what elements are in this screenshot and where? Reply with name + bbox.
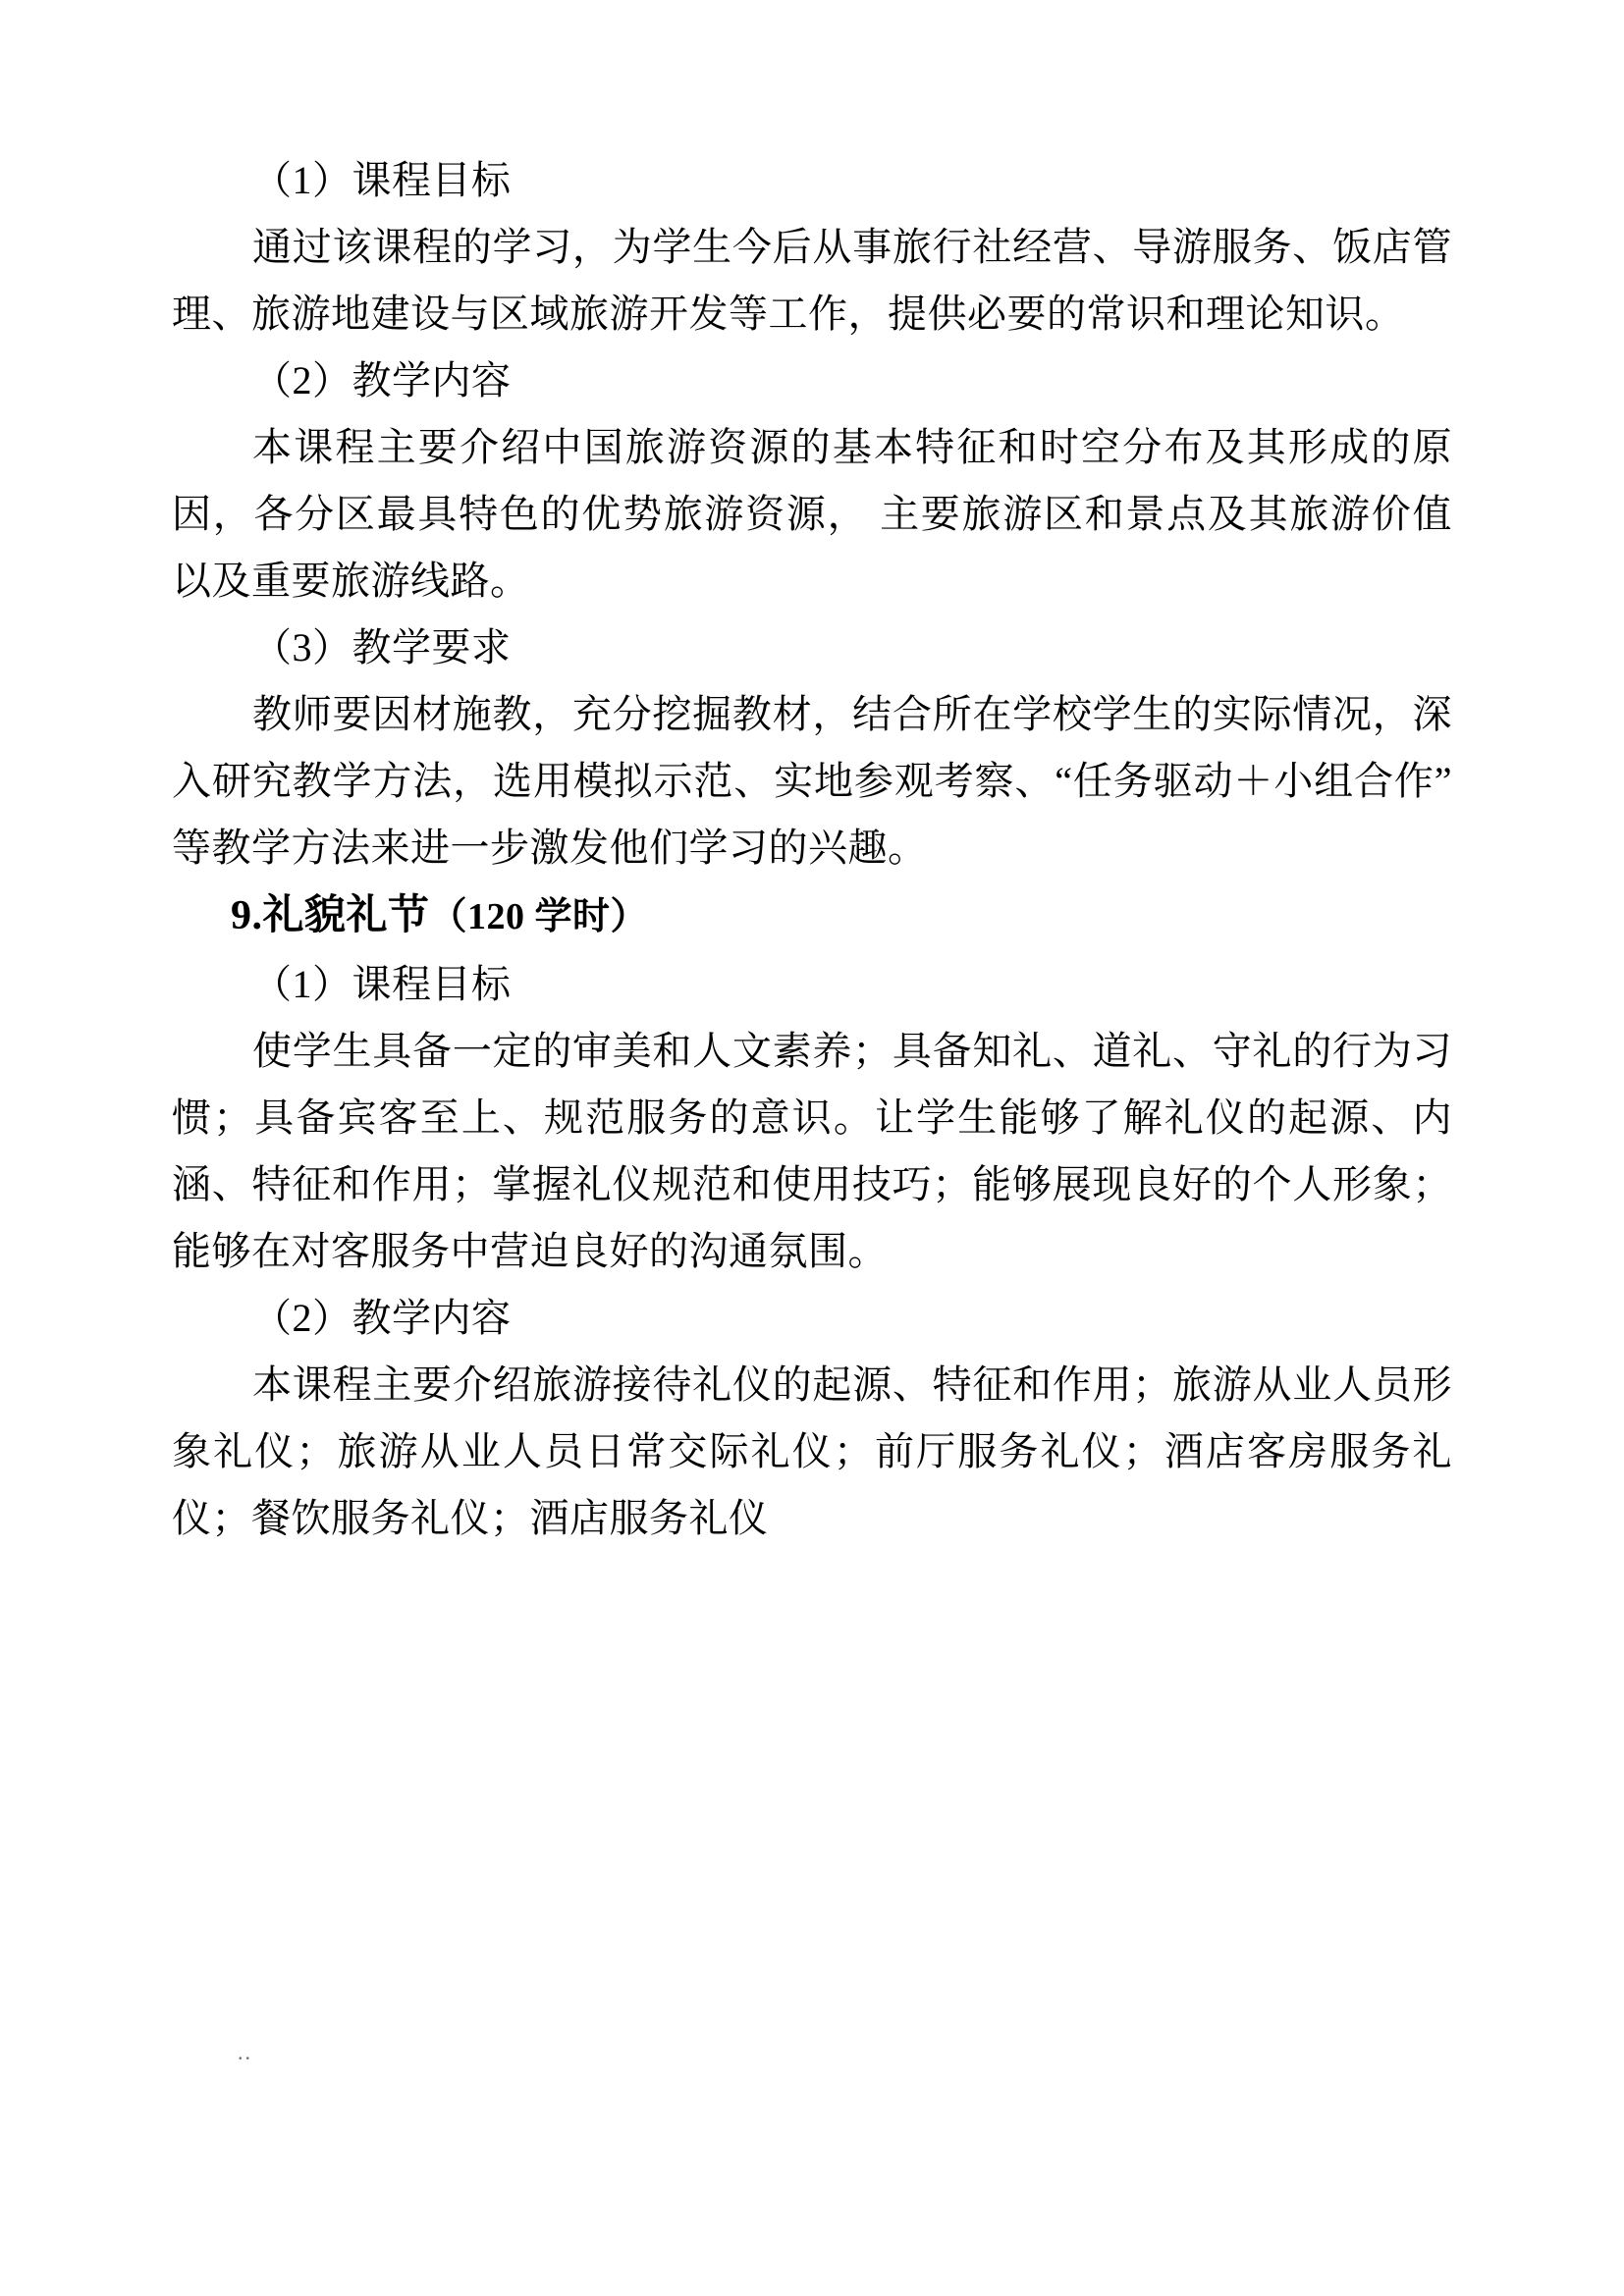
section-label-teaching-content-2: （2）教学内容: [252, 1296, 512, 1341]
page-footer-mark: ..: [238, 2040, 252, 2064]
paragraph-course-objective-1: 通过该课程的学习，为学生今后从事旅行社经营、导游服务、饭店管理、旅游地建设与区域旅游开发等工作，提供必要的常识和理论知识。: [172, 225, 1452, 336]
document-body: [172, 147, 1452, 1552]
paragraph-teaching-content-2: 本课程主要介绍旅游接待礼仪的起源、特征和作用；旅游从业人员形象礼仪；旅游从业人员日常交际礼仪；前厅服务礼仪；酒店客房服务礼仪；餐饮服务礼仪；酒店服务礼仪: [172, 1362, 1452, 1541]
section-label-course-objective-1: （1）课程目标: [252, 158, 512, 202]
paragraph-teaching-content-1: 本课程主要介绍中国旅游资源的基本特征和时空分布及其形成的原因，各分区最具特色的优势旅游资源， 主要旅游区和景点及其旅游价值以及重要旅游线路。: [172, 425, 1452, 603]
section-label-teaching-requirement-1: （3）教学要求: [252, 625, 512, 669]
section-label-teaching-content-1: （2）教学内容: [252, 358, 512, 402]
paragraph-course-objective-2: 使学生具备一定的审美和人文素养；具备知礼、道礼、守礼的行为习惯；具备宾客至上、规范服务的意识。让学生能够了解礼仪的起源、内涵、特征和作用；掌握礼仪规范和使用技巧；能够展现良好的个人形象；能够在对客服务中营迫良好的沟通氛围。: [172, 1029, 1452, 1274]
heading-number: 9.: [231, 893, 263, 938]
heading-hours: （120 学时）: [429, 896, 649, 937]
paragraph-teaching-requirement-1: 教师要因材施教，充分挖掘教材，结合所在学校学生的实际情况，深入研究教学方法，选用模拟示范、实地参观考察、“任务驱动＋小组合作”等教学方法来进一步激发他们学习的兴趣。: [172, 692, 1452, 870]
heading-title: 礼貌礼节: [262, 893, 430, 938]
heading-course-9: [172, 881, 1452, 951]
section-label-course-objective-2: （1）课程目标: [252, 962, 512, 1007]
